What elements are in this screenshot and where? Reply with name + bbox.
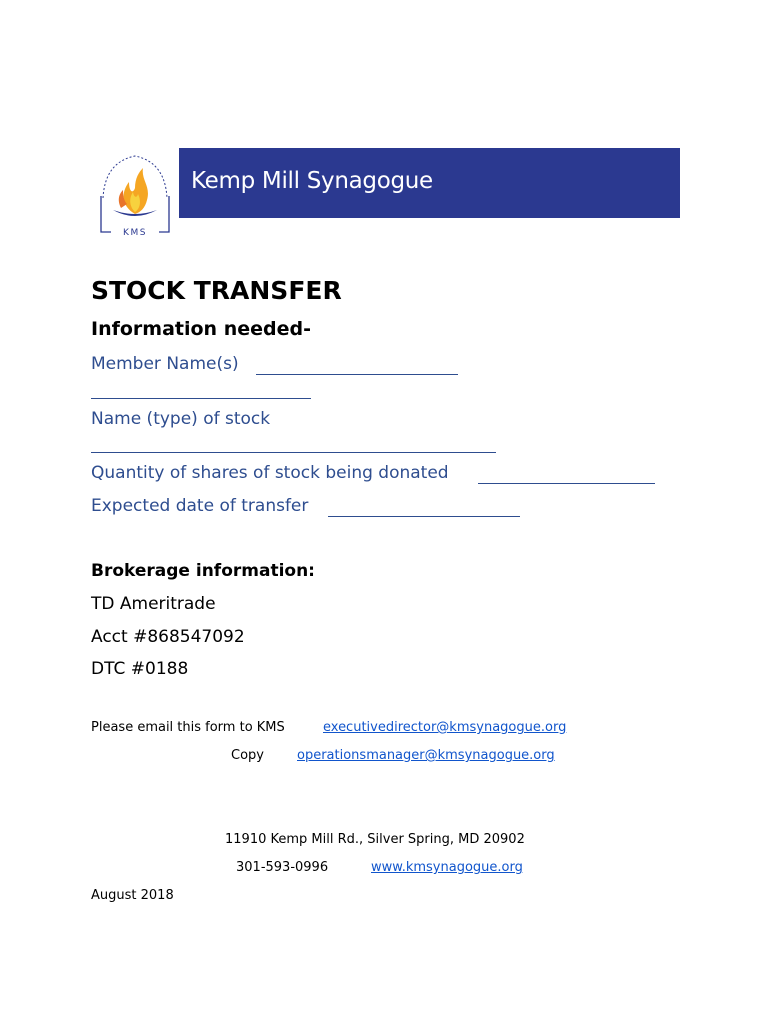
brokerage-dtc: DTC #0188 bbox=[91, 659, 189, 679]
form-date: August 2018 bbox=[91, 888, 174, 903]
address: 11910 Kemp Mill Rd., Silver Spring, MD 20902 bbox=[225, 832, 525, 847]
page-title: STOCK TRANSFER bbox=[91, 276, 342, 305]
member-name-label: Member Name(s) bbox=[91, 354, 239, 374]
member-name-field-2[interactable] bbox=[91, 398, 311, 399]
org-name: Kemp Mill Synagogue bbox=[191, 168, 433, 194]
stock-name-label: Name (type) of stock bbox=[91, 409, 271, 429]
stock-name-field[interactable] bbox=[91, 452, 496, 453]
email-copy-link[interactable]: operationsmanager@kmsynagogue.org bbox=[297, 748, 555, 763]
brokerage-heading: Brokerage information: bbox=[91, 561, 315, 581]
kms-logo bbox=[91, 148, 179, 240]
transfer-date-label: Expected date of transfer bbox=[91, 496, 309, 516]
phone: 301-593-0996 bbox=[236, 860, 329, 875]
flame-logo-icon bbox=[91, 148, 179, 240]
logo-text: KMS bbox=[123, 228, 147, 238]
member-name-field-1[interactable] bbox=[256, 374, 458, 375]
website-link[interactable]: www.kmsynagogue.org bbox=[371, 860, 523, 875]
quantity-label: Quantity of shares of stock being donated bbox=[91, 463, 449, 483]
copy-label: Copy bbox=[231, 748, 264, 763]
email-primary-link[interactable]: executivedirector@kmsynagogue.org bbox=[323, 720, 567, 735]
brokerage-account: Acct #868547092 bbox=[91, 627, 245, 647]
transfer-date-field[interactable] bbox=[328, 516, 520, 517]
quantity-field[interactable] bbox=[478, 483, 655, 484]
email-instruction: Please email this form to KMS bbox=[91, 720, 285, 735]
subtitle: Information needed- bbox=[91, 318, 311, 340]
brokerage-firm: TD Ameritrade bbox=[91, 594, 216, 614]
